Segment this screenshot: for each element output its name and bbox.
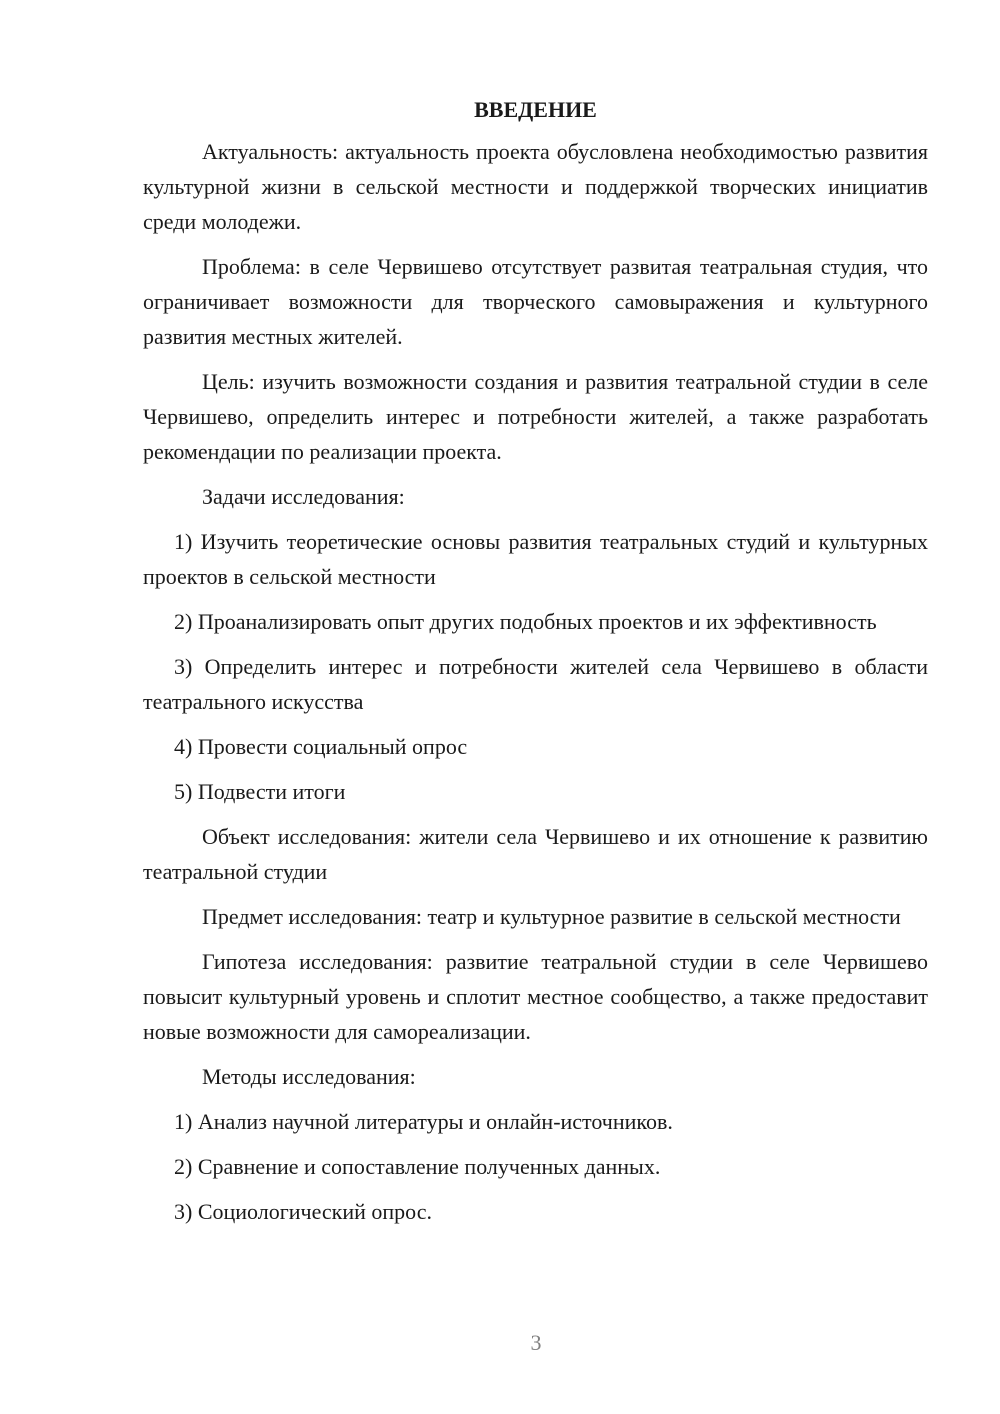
method-item-1: 1) Анализ научной литературы и онлайн-источников. <box>174 1109 673 1134</box>
method-item-3: 3) Социологический опрос. <box>174 1199 432 1224</box>
goal-paragraph: Цель: изучить возможности создания и развития театральной студии в селе Червишево, определить интерес и потребности жителей, а также разработать рекомендации по реализации проекта. <box>143 369 928 464</box>
tasks-heading: Задачи исследования: <box>202 484 405 509</box>
subject-paragraph: Предмет исследования: театр и культурное развитие в сельской местности <box>202 904 901 929</box>
page-number: 3 <box>530 1330 542 1355</box>
hypothesis-paragraph: Гипотеза исследования: развитие театральной студии в селе Червишево повысит культурный уровень и сплотит местное сообщество, а также предоставит новые возможности для самореализации. <box>143 949 928 1044</box>
problem-paragraph: Проблема: в селе Червишево отсутствует развитая театральная студия, что ограничивает возможности для творческого самовыражения и культурного развития местных жителей. <box>143 254 928 349</box>
task-item-5: 5) Подвести итоги <box>174 779 346 804</box>
task-item-1: 1) Изучить теоретические основы развития театральных студий и культурных проектов в сельской местности <box>143 529 928 589</box>
relevance-paragraph: Актуальность: актуальность проекта обусловлена необходимостью развития культурной жизни в сельской местности и поддержкой творческих инициатив среди молодежи. <box>143 139 928 234</box>
page-title: ВВЕДЕНИЕ <box>474 97 597 122</box>
task-item-3: 3) Определить интерес и потребности жителей села Червишево в области театрального искусства <box>143 654 928 714</box>
document-page <box>143 92 928 1239</box>
task-item-2: 2) Проанализировать опыт других подобных проектов и их эффективность <box>174 609 877 634</box>
methods-heading: Методы исследования: <box>202 1064 416 1089</box>
task-item-4: 4) Провести социальный опрос <box>174 734 468 759</box>
method-item-2: 2) Сравнение и сопоставление полученных данных. <box>174 1154 661 1179</box>
object-paragraph: Объект исследования: жители села Червишево и их отношение к развитию театральной студии <box>143 824 928 884</box>
